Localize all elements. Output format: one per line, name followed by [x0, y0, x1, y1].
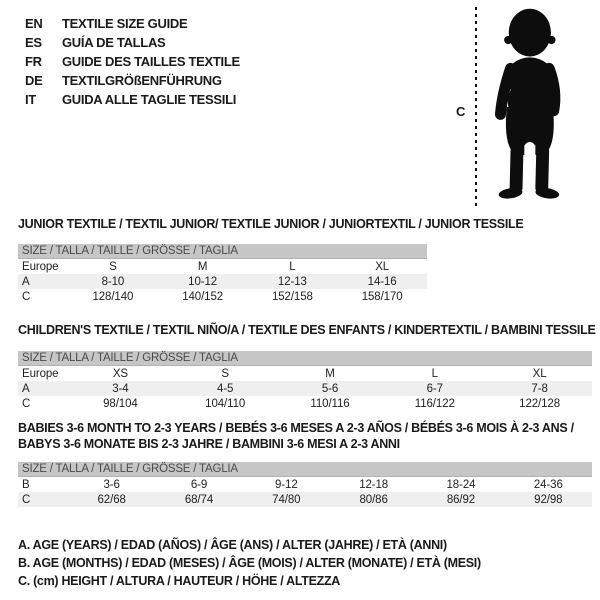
row-label: A [22, 382, 30, 395]
size-cell: XL [375, 260, 390, 273]
language-row-de [25, 71, 240, 90]
babies-table [18, 477, 592, 507]
size-cell: S [109, 260, 117, 273]
language-row-en [25, 14, 240, 33]
months-cell: 12-18 [359, 478, 389, 491]
section-title-children: CHILDREN'S TEXTILE / TEXTIL NIÑO/A / TEXTILE DES ENFANTS / KINDERTEXTIL / BAMBINI TESSILE [18, 323, 596, 337]
size-header-bar: SIZE / TALLA / TAILLE / GRÖSSE / TAGLIA [18, 244, 427, 259]
size-cell: XL [532, 367, 547, 380]
row-label: Europe [22, 367, 59, 380]
size-cell: M [325, 367, 335, 380]
height-cell: 68/74 [184, 493, 214, 506]
size-table-junior [18, 244, 427, 304]
months-cell: 18-24 [446, 478, 476, 491]
height-cell: 80/86 [359, 493, 388, 506]
age-cell: 12-13 [277, 275, 307, 288]
table-row-height [18, 289, 427, 304]
language-title: TEXTILGRÖßENFÜHRUNG [62, 73, 222, 88]
age-cell: 3-4 [112, 382, 129, 395]
age-cell: 6-7 [426, 382, 443, 395]
language-title: GUIDA ALLE TAGLIE TESSILI [62, 92, 237, 107]
language-code: FR [25, 54, 42, 69]
language-code: ES [25, 35, 42, 50]
row-label: C [22, 493, 31, 506]
table-row-age [18, 274, 427, 289]
height-cell: 62/68 [97, 493, 126, 506]
junior-table [18, 259, 427, 304]
row-label: B [22, 478, 30, 491]
height-cell: 104/110 [205, 397, 246, 410]
language-code: EN [25, 16, 43, 31]
age-cell: 5-6 [321, 382, 339, 395]
months-cell: 3-6 [103, 478, 120, 491]
height-cell: 86/92 [446, 493, 476, 506]
section-title-babies: BABIES 3-6 MONTH TO 2-3 YEARS / BEBÉS 3-6 MESES A 2-3 AÑOS / BÉBÉS 3-6 MOIS À 2-3 ANS / BABYS 3-6 MONATE BIS 2-3 JAHRE / BAMBINI 3-6 MESI A 2-3 ANNI [18, 421, 574, 451]
language-row-es [25, 33, 240, 52]
size-header-bar: SIZE / TALLA / TAILLE / GRÖSSE / TAGLIA [18, 462, 592, 477]
footnotes [18, 536, 481, 590]
height-cell: 158/170 [361, 290, 403, 303]
height-cell: 152/158 [271, 290, 313, 303]
months-cell: 9-12 [275, 478, 298, 491]
language-code: IT [25, 92, 36, 107]
height-cell: 116/122 [414, 397, 455, 410]
row-label: A [22, 275, 30, 288]
age-cell: 7-8 [531, 382, 548, 395]
table-row-europe [18, 366, 592, 381]
height-cell: 110/116 [310, 397, 350, 410]
size-table-children [18, 351, 592, 411]
height-cell: 74/80 [272, 493, 301, 506]
height-cell: 128/140 [92, 290, 134, 303]
language-row-fr [25, 52, 240, 71]
months-cell: 24-36 [533, 478, 563, 491]
section-title-junior: JUNIOR TEXTILE / TEXTIL JUNIOR/ TEXTILE JUNIOR / JUNIORTEXTIL / JUNIOR TESSILE [18, 217, 524, 231]
age-cell: 10-12 [188, 275, 218, 288]
row-label: Europe [22, 260, 59, 273]
size-cell: S [221, 367, 229, 380]
row-label: C [22, 290, 31, 303]
toddler-silhouette-icon [481, 6, 575, 208]
footnote-age-years: A. AGE (YEARS) / EDAD (AÑOS) / ÂGE (ANS) / ALTER (JAHRE) / ETÀ (ANNI) [18, 538, 447, 552]
language-title: GUÍA DE TALLAS [62, 35, 166, 50]
age-cell: 14-16 [367, 275, 397, 288]
language-code: DE [25, 73, 43, 88]
table-row-height [18, 492, 592, 507]
age-cell: 4-5 [217, 382, 234, 395]
height-cell: 98/104 [103, 397, 138, 410]
height-dashed-line [474, 7, 478, 209]
age-cell: 8-10 [101, 275, 125, 288]
row-label: C [22, 397, 31, 410]
size-cell: L [289, 260, 296, 273]
height-cell: 92/98 [534, 493, 563, 506]
language-title: GUIDE DES TAILLES TEXTILE [62, 54, 240, 69]
height-measure-label: C [456, 104, 466, 119]
language-row-it [25, 90, 240, 109]
footnote-age-months: B. AGE (MONTHS) / EDAD (MESES) / ÂGE (MOIS) / ALTER (MONATE) / ETÀ (MESI) [18, 556, 481, 570]
language-list [25, 14, 240, 109]
months-cell: 6-9 [190, 478, 208, 491]
size-cell: L [431, 367, 438, 380]
children-table [18, 366, 592, 411]
table-row-height [18, 396, 592, 411]
size-cell: XS [112, 367, 128, 380]
footnote-height: C. (cm) HEIGHT / ALTURA / HAUTEUR / HÖHE / ALTEZZA [18, 574, 341, 588]
size-header-bar: SIZE / TALLA / TAILLE / GRÖSSE / TAGLIA [18, 351, 592, 366]
table-row-age [18, 381, 592, 396]
table-row-europe [18, 259, 427, 274]
table-row-months [18, 477, 592, 492]
size-table-babies [18, 462, 592, 507]
height-cell: 140/152 [182, 290, 224, 303]
language-title: TEXTILE SIZE GUIDE [62, 16, 188, 31]
size-cell: M [197, 260, 208, 273]
height-cell: 122/128 [519, 397, 561, 410]
